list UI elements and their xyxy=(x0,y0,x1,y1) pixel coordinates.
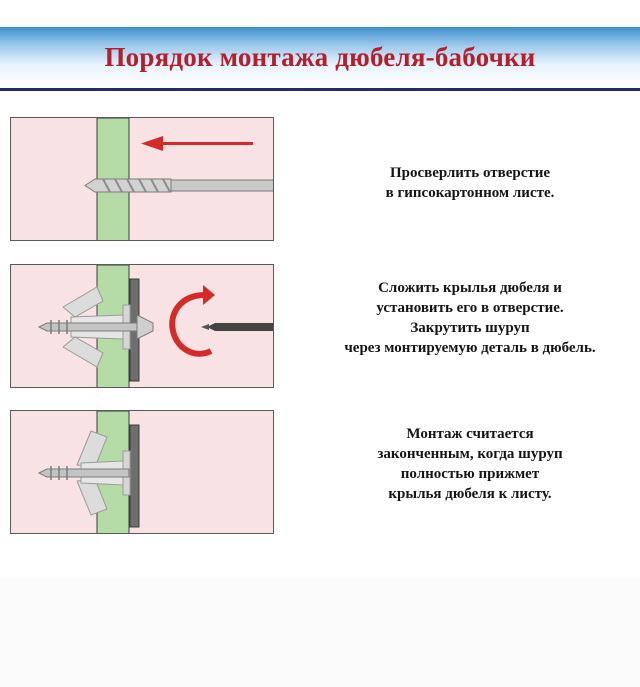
step-text-line: Монтаж считается xyxy=(406,426,534,442)
screwdriver-icon xyxy=(201,323,274,331)
step-2-text xyxy=(300,278,640,358)
step-1-text xyxy=(300,163,640,203)
step-text-line: в гипсокартонном листе. xyxy=(385,185,555,201)
page-title: Порядок монтажа дюбеля-бабочки xyxy=(104,42,536,72)
step-text-line: полностью прижмет xyxy=(400,466,540,482)
rotation-arrow-icon xyxy=(172,285,215,354)
step-text-line: крылья дюбеля к листу. xyxy=(388,486,552,502)
step-text-line: Закрутить шуруп xyxy=(410,320,530,336)
step-1-svg xyxy=(11,118,274,241)
step-2-illustration xyxy=(10,264,274,388)
step-3-illustration xyxy=(10,410,274,534)
step-3-text xyxy=(300,424,640,504)
mounted-part xyxy=(130,425,139,527)
arrow-left-icon xyxy=(141,136,253,151)
step-text-line: Просверлить отверстие xyxy=(389,165,551,181)
step-text-line: законченным, когда шуруп xyxy=(377,446,563,462)
step-1-illustration xyxy=(10,117,274,241)
step-2-svg xyxy=(11,265,274,388)
step-text-line: Сложить крылья дюбеля и xyxy=(378,280,562,296)
step-text-line: установить его в отверстие. xyxy=(376,300,564,316)
step-text-line: через монтируемую деталь в дюбель. xyxy=(344,340,596,356)
drill-bit-icon xyxy=(85,179,274,192)
step-3-svg xyxy=(11,411,274,534)
